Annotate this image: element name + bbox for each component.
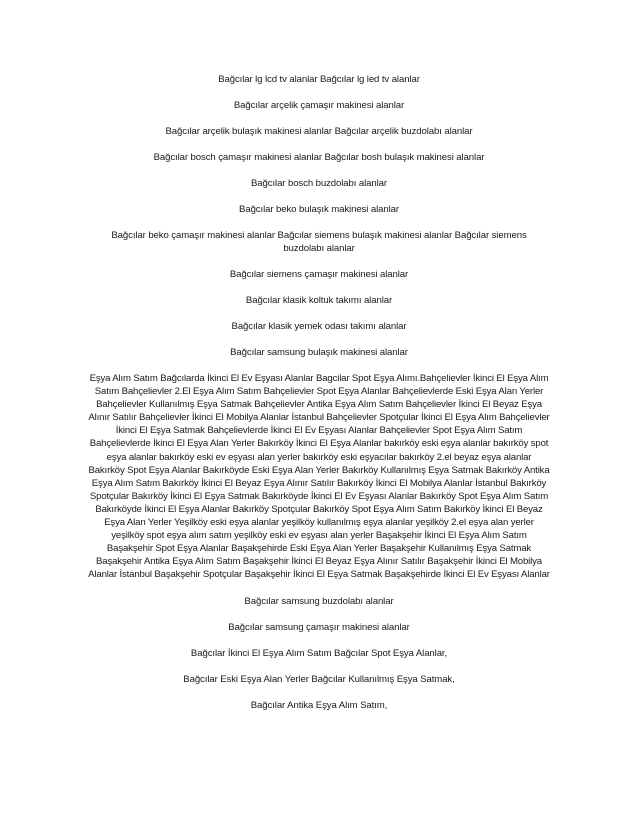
body-paragraph: Eşya Alım Satım Bağcılarda İkinci El Ev Eşyası Alanlar Bagcilar Spot Eşya Alımı.Bahçelievler İkinci El Eşya Alım Satım Bahçelievler 2.El Eşya Alım Satım Bahçelievler Spot Eşya Alanlar Bahçelievlerde Eski Eşya Alan Yerler Bahçelievler Kullanılmış Eşya Satmak Bahçelievler Antika Eşya Alım Satım Bahçelievler İkinci El Beyaz Eşya Alınır Satılır Bahçelievler İkinci El Mobilya Alanlar İstanbul Bahçelievler Spotçular İkinci El Eşya Alım Bahçelievler İkinci El Eşya Satmak Bahçelievlerde İkinci El Ev Eşyası Alanlar Bahçelievler Spot Eşya Alım Satım Bahçelievlerde İkinci El Eşya Alan Yerler Bakırköy İkinci El Eşya Alanlar bakırköy eski eşya alanlar bakırköy spot eşya alanlar bakırköy eski ev eşyası alan yerler bakırköy eski eşyacılar bakırköy 2.el beyaz eşya alanlar Bakırköy Spot Eşya Alanlar Bakırköyde Eski Eşya Alan Yerler Bakırköy Kullanılmış Eşya Satmak Bakırköy Antika Eşya Alım Satım Bakırköy İkinci El Beyaz Eşya Alınır Satılır Bakırköy İkinci El Mobilya Alanlar İstanbul Bakırköy Spotçular Bakırköy İkinci El Eşya Satmak Bakırköyde İkinci El Ev Eşyası Alanlar Bakırköy Spot Eşya Alım Satım Bakırköyde İkinci El Eşya Alanlar Bakırköy Spotçular Bakırköy Spot Eşya Alım Satım Bakırköy İkinci El Beyaz Eşya Alan Yerler Yeşilköy eski eşya alanlar yeşilköy kullanılmış eşya alanlar yeşilköy 2.el eşya alan yerler yeşilköy spot eşya alım satım yeşilköy eski ev eşyası alan yerler Başakşehir İkinci El Eşya Alım Satım Başakşehir Spot Eşya Alanlar Başakşehirde Eski Eşya Alan Yerler Başakşehir Kullanılmış Eşya Satmak Başakşehir Antika Eşya Alım Satım Başakşehir İkinci El Beyaz Eşya Alınır Satılır Başakşehir İkinci El Mobilya Alanlar İstanbul Başakşehir Spotçular Başakşehir İkinci El Eşya Satmak Başakşehirde İkinci El Ev Eşyası Alanlar — [88, 373, 550, 581]
text-line: Bağcılar samsung çamaşır makinesi alanlar — [228, 621, 410, 633]
text-line: Bağcılar Eski Eşya Alan Yerler Bağcılar Kullanılmış Eşya Satmak, — [183, 673, 455, 685]
text-line: Bağcılar samsung buzdolabı alanlar — [244, 595, 394, 607]
text-line: Bağcılar Antika Eşya Alım Satım, — [250, 699, 388, 711]
text-line: Bağcılar bosch buzdolabı alanlar — [251, 178, 387, 189]
text-line: Bağcılar klasik yemek odası takımı alanlar — [231, 321, 407, 332]
text-line: Bağcılar klasik koltuk takımı alanlar — [245, 295, 393, 306]
text-line: Bağcılar beko çamaşır makinesi alanlar Bağcılar siemens bulaşık makinesi alanlar Bağcılar siemens buzdolabı alanlar — [111, 230, 527, 254]
text-line: Bağcılar siemens çamaşır makinesi alanlar — [229, 269, 409, 280]
text-line: Bağcılar lg lcd tv alanlar Bağcılar lg led tv alanlar — [218, 74, 420, 85]
text-line: Bağcılar samsung bulaşık makinesi alanlar — [230, 347, 408, 358]
text-line: Bağcılar arçelik çamaşır makinesi alanlar — [233, 100, 405, 111]
text-line: Bağcılar beko bulaşık makinesi alanlar — [239, 204, 399, 215]
text-line: Bağcılar arçelik bulaşık makinesi alanlar Bağcılar arçelik buzdolabı alanlar — [165, 126, 473, 137]
text-line: Bağcılar bosch çamaşır makinesi alanlar Bağcılar bosh bulaşık makinesi alanlar — [153, 152, 485, 163]
text-line: Bağcılar İkinci El Eşya Alım Satım Bağcılar Spot Eşya Alanlar, — [190, 647, 448, 659]
